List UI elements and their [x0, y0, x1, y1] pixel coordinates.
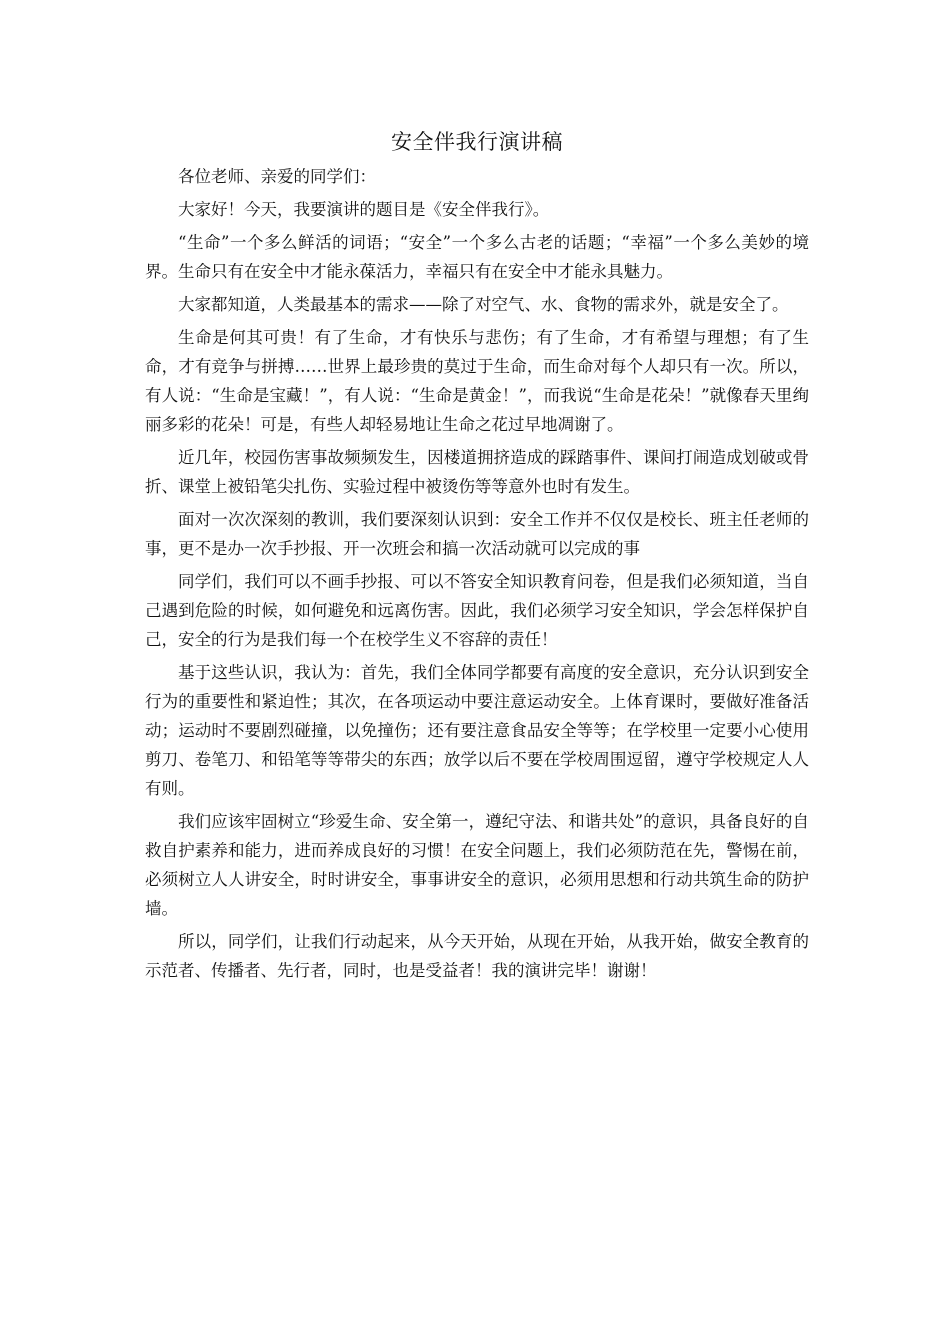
paragraph-awareness: 基于这些认识，我认为：首先，我们全体同学都要有高度的安全意识，充分认识到安全行为的重要性和紧迫性；其次，在各项运动中要注意运动安全。上体育课时，要做好准备活动；运动时不要剧烈碰撞，以免撞伤；还有要注意食品安全等等；在学校里一定要小心使用剪刀、卷笔刀、和铅笔等等带尖的东西；放学以后不要在学校周围逗留，遵守学校规定人人有则。	[145, 663, 809, 798]
paragraph-principles: 我们应该牢固树立“珍爱生命、安全第一，遵纪守法、和谐共处”的意识，具备良好的自救自护素养和能力，进而养成良好的习惯！在安全问题上，我们必须防范在先，警惕在前，必须树立人人讲安全，时时讲安全，事事讲安全的意识，必须用思想和行动共筑生命的防护墙。	[145, 812, 809, 918]
paragraph-intro: 大家好！今天，我要演讲的题目是《安全伴我行》。	[178, 200, 550, 219]
document-title: 安全伴我行演讲稿	[391, 130, 563, 154]
paragraph-lessons: 面对一次次深刻的教训，我们要深刻认识到：安全工作并不仅仅是校长、班主任老师的事，更不是办一次手抄报、开一次班会和搞一次活动就可以完成的事	[145, 510, 809, 558]
paragraph-greeting: 各位老师、亲爱的同学们：	[178, 167, 376, 186]
paragraph-campus-accidents: 近几年，校园伤害事故频频发生，因楼道拥挤造成的踩踏事件、课间打闹造成划破或骨折、课堂上被铅笔尖扎伤、实验过程中被烫伤等等意外也时有发生。	[145, 448, 809, 496]
paragraph-closing: 所以，同学们，让我们行动起来，从今天开始，从现在开始，从我开始，做安全教育的示范者、传播者、先行者，同时，也是受益者！我的演讲完毕！谢谢！	[145, 932, 809, 980]
paragraph-basic-needs: 大家都知道，人类最基本的需求——除了对空气、水、食物的需求外，就是安全了。	[178, 295, 789, 314]
document-page	[145, 126, 809, 989]
paragraph-students: 同学们，我们可以不画手抄报、可以不答安全知识教育问卷，但是我们必须知道，当自己遇到危险的时候，如何避免和远离伤害。因此，我们必须学习安全知识，学会怎样保护自己，安全的行为是我们每一个在校学生义不容辞的责任！	[145, 572, 809, 649]
paragraph-life-safety-happiness: “生命”一个多么鲜活的词语；“安全”一个多么古老的话题；“幸福”一个多么美妙的境界。生命只有在安全中才能永葆活力，幸福只有在安全中才能永具魅力。	[145, 233, 809, 281]
paragraph-life-precious: 生命是何其可贵！有了生命，才有快乐与悲伤；有了生命，才有希望与理想；有了生命，才有竞争与拼搏……世界上最珍贵的莫过于生命，而生命对每个人却只有一次。所以，有人说：“生命是宝藏！”，有人说：“生命是黄金！”，而我说“生命是花朵！”就像春天里绚丽多彩的花朵！可是，有些人却轻易地让生命之花过早地凋谢了。	[145, 328, 809, 434]
